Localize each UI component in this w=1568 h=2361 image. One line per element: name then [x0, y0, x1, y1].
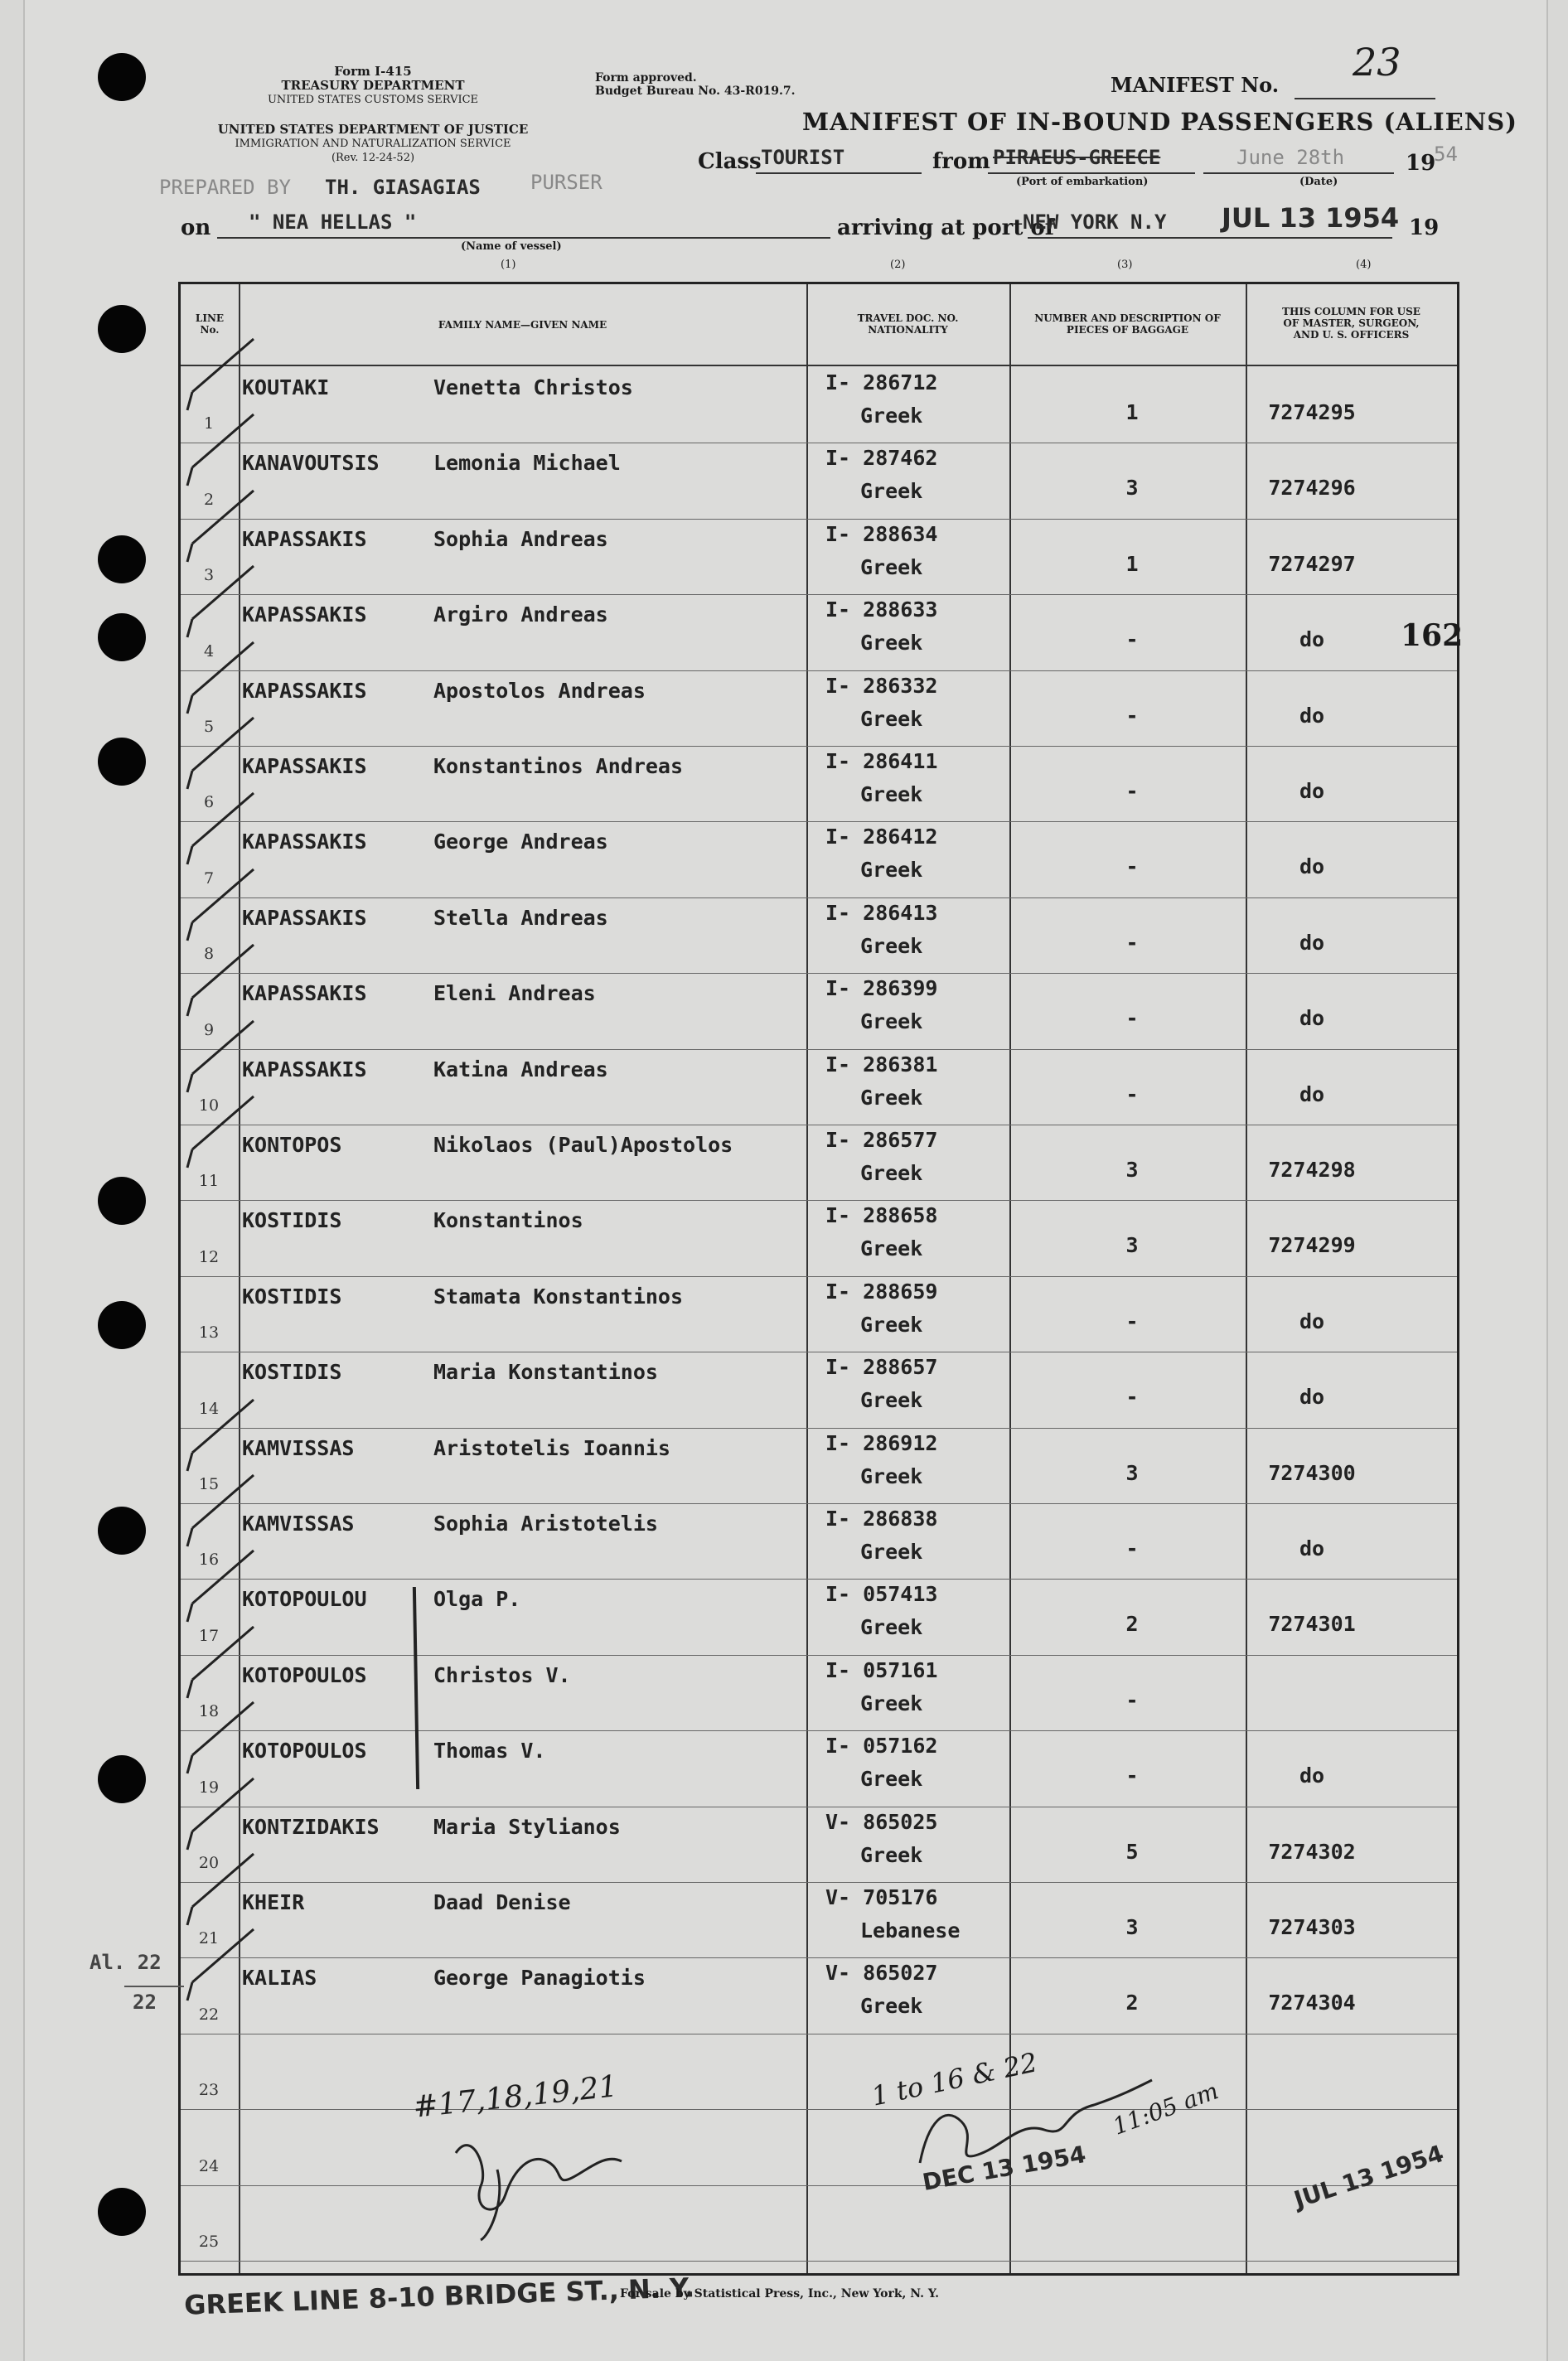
col-header-baggage-2: PIECES OF BAGGAGE — [1066, 324, 1189, 336]
family-name: KAPASSAKIS — [242, 602, 367, 627]
line-number: 12 — [198, 1247, 220, 1266]
justice-dept: UNITED STATES DEPARTMENT OF JUSTICE — [217, 122, 529, 137]
table-row — [181, 1125, 1457, 1201]
binder-hole — [98, 1755, 146, 1803]
line-number: 16 — [198, 1551, 220, 1570]
officer-number: 7274298 — [1268, 1158, 1356, 1182]
header-rule — [181, 365, 1457, 366]
given-name: Lemonia Michael — [433, 451, 621, 476]
check-mark-icon — [172, 561, 264, 644]
binder-hole — [98, 1177, 146, 1225]
table-row — [181, 821, 1457, 897]
year-prefix: 19 — [1406, 151, 1436, 176]
revision: (Rev. 12-24-52) — [331, 152, 415, 164]
family-name: KAPASSAKIS — [242, 1057, 367, 1081]
col-header-officers-3: AND U. S. OFFICERS — [1293, 329, 1410, 341]
table-row — [181, 670, 1457, 747]
nationality: Lebanese — [860, 1918, 961, 1943]
travel-doc-number: I- 286912 — [825, 1430, 938, 1455]
travel-doc-number: V- 705176 — [825, 1885, 938, 1909]
nationality: Greek — [860, 1161, 923, 1185]
date-sublabel: (Date) — [1299, 176, 1338, 188]
line-number: 10 — [198, 1096, 220, 1115]
binder-hole — [98, 738, 146, 786]
margin-al-note-2: 22 — [133, 1991, 157, 2014]
binder-hole — [98, 613, 146, 661]
table-row — [181, 1276, 1457, 1352]
check-mark-icon — [172, 864, 264, 947]
check-mark-icon — [172, 940, 264, 1023]
family-name: KAPASSAKIS — [242, 981, 367, 1006]
travel-doc-number: I- 286399 — [825, 976, 938, 1001]
line-number: 4 — [203, 641, 215, 660]
given-name: Stamata Konstantinos — [433, 1284, 684, 1309]
line-number: 24 — [198, 2156, 220, 2175]
vessel-name: " NEA HELLAS " — [249, 210, 417, 234]
nationality: Greek — [860, 554, 923, 579]
officer-number: do — [1299, 1006, 1325, 1031]
travel-doc-number: I- 288658 — [825, 1203, 938, 1228]
given-name: Thomas V. — [433, 1739, 546, 1763]
baggage-count: - — [1125, 854, 1139, 879]
table-row — [181, 443, 1457, 519]
col-header-travel-2: NATIONALITY — [868, 324, 948, 336]
officer-number: do — [1299, 627, 1325, 652]
form-header — [186, 65, 559, 107]
nationality: Greek — [860, 1842, 923, 1867]
col-header-officers-2: OF MASTER, SURGEON, — [1283, 317, 1420, 329]
date-rule — [1203, 172, 1394, 174]
nationality: Greek — [860, 1691, 923, 1715]
baggage-count: - — [1125, 1536, 1139, 1560]
officer-number: do — [1299, 1309, 1325, 1333]
family-name: KOTOPOULOS — [242, 1739, 367, 1763]
travel-doc-number: I- 286838 — [825, 1507, 938, 1531]
baggage-count: 3 — [1125, 1915, 1139, 1939]
printer-credit: For sale by Statistical Press, Inc., New York, N. Y. — [620, 2287, 939, 2301]
inspector-signature — [439, 2120, 655, 2244]
table-row — [181, 1049, 1457, 1125]
vessel-rule — [217, 237, 830, 239]
nationality: Greek — [860, 933, 923, 958]
family-name: KONTZIDAKIS — [242, 1814, 380, 1839]
manifest-number-label: MANIFEST No. — [1111, 73, 1280, 97]
ins-service: IMMIGRATION AND NATURALIZATION SERVICE — [235, 138, 511, 150]
nationality: Greek — [860, 1312, 923, 1337]
officer-number: do — [1299, 779, 1325, 803]
table-row — [181, 746, 1457, 822]
nationality: Greek — [860, 404, 923, 428]
col-num-3: (3) — [1117, 259, 1133, 271]
officer-number: 7274297 — [1268, 551, 1356, 576]
table-row — [181, 1200, 1457, 1276]
given-name: Maria Konstantinos — [433, 1360, 658, 1385]
baggage-count: - — [1125, 1763, 1139, 1788]
table-row — [181, 1503, 1457, 1580]
officer-number: do — [1299, 1385, 1325, 1410]
given-name: Eleni Andreas — [433, 981, 596, 1006]
arrival-year: 19 — [1409, 215, 1440, 240]
travel-doc-number: I- 286411 — [825, 749, 938, 773]
baggage-count: - — [1125, 1309, 1139, 1333]
nationality: Greek — [860, 1009, 923, 1034]
travel-doc-number: I- 288659 — [825, 1279, 938, 1304]
given-name: Stella Andreas — [433, 905, 608, 930]
nationality: Greek — [860, 1236, 923, 1261]
margin-al-note: Al. 22 — [90, 1951, 162, 1974]
vessel-sublabel: (Name of vessel) — [461, 240, 562, 253]
nationality: Greek — [860, 1085, 923, 1110]
family-name: KOSTIDIS — [242, 1208, 342, 1233]
officer-number: do — [1299, 1081, 1325, 1106]
officer-number: 7274299 — [1268, 1233, 1356, 1258]
table-row — [181, 1957, 1457, 2034]
nationality: Greek — [860, 631, 923, 656]
given-name: George Panagiotis — [433, 1966, 646, 1991]
check-mark-icon — [172, 637, 264, 720]
baggage-count: - — [1125, 1006, 1139, 1031]
binder-hole — [98, 305, 146, 353]
binder-hole — [98, 53, 146, 101]
officer-number: 7274296 — [1268, 476, 1356, 501]
baggage-count: 1 — [1125, 551, 1139, 576]
nationality: Greek — [860, 1767, 923, 1792]
col-header-travel-1: TRAVEL DOC. NO. — [857, 312, 959, 324]
nationality: Greek — [860, 1540, 923, 1564]
line-number: 13 — [198, 1323, 220, 1343]
nationality: Greek — [860, 1615, 923, 1640]
baggage-count: 1 — [1125, 400, 1139, 424]
travel-doc-number: I- 057162 — [825, 1734, 938, 1759]
officer-number: do — [1299, 930, 1325, 955]
col-header-officers — [1246, 306, 1457, 341]
year-suffix: 54 — [1434, 143, 1458, 166]
family-name: KALIAS — [242, 1966, 317, 1991]
table-row — [181, 1730, 1457, 1807]
line-number: 8 — [203, 945, 215, 964]
family-name: KOTOPOULOU — [242, 1587, 367, 1612]
manifest-title: MANIFEST OF IN-BOUND PASSENGERS (ALIENS) — [802, 108, 1517, 136]
given-name: Olga P. — [433, 1587, 521, 1612]
line-number: 2 — [203, 490, 215, 509]
port-sublabel: (Port of embarkation) — [1016, 176, 1149, 188]
col-num-2: (2) — [890, 259, 906, 271]
check-mark-icon — [172, 1470, 264, 1553]
given-name: Maria Stylianos — [433, 1814, 621, 1839]
table-row — [181, 1882, 1457, 1958]
line-number: 7 — [203, 868, 215, 888]
binder-hole — [98, 1301, 146, 1349]
col-num-4: (4) — [1356, 259, 1372, 271]
family-name: KAPASSAKIS — [242, 678, 367, 703]
from-rule — [988, 172, 1195, 174]
check-mark-icon — [172, 1773, 264, 1856]
check-mark-icon — [172, 1091, 264, 1174]
check-mark-icon — [172, 486, 264, 568]
manifest-number-rule — [1295, 98, 1435, 99]
given-name: Venetta Christos — [433, 375, 633, 399]
manifest-number: 23 — [1353, 40, 1401, 85]
handwritten-lines: #17,18,19,21 — [411, 2069, 620, 2125]
table-row — [181, 2034, 1457, 2110]
family-name: KOSTIDIS — [242, 1284, 342, 1309]
nationality: Greek — [860, 858, 923, 883]
given-name: George Andreas — [433, 830, 608, 854]
family-name: KAMVISSAS — [242, 1435, 355, 1460]
class-value: TOURIST — [761, 146, 845, 169]
form-number: Form I-415 — [334, 64, 412, 79]
dec-stamp: DEC 13 1954 — [920, 2140, 1088, 2197]
check-mark-icon — [172, 1546, 264, 1628]
handwritten-admitted: 1 to 16 & 22 — [869, 2046, 1040, 2112]
binder-hole — [98, 2188, 146, 2236]
baggage-count: 3 — [1125, 1233, 1139, 1258]
handwritten-time: 11:05 am — [1109, 2077, 1222, 2141]
binder-hole — [98, 535, 146, 583]
given-name: Sophia Aristotelis — [433, 1512, 658, 1536]
travel-doc-number: I- 286712 — [825, 370, 938, 394]
officer-number: 7274300 — [1268, 1460, 1356, 1485]
jul-stamp: JUL 13 1954 — [1290, 2139, 1447, 2214]
side-number: 162 — [1401, 618, 1464, 653]
given-name: Aristotelis Ioannis — [433, 1435, 670, 1460]
officer-number: 7274303 — [1268, 1915, 1356, 1939]
nationality: Greek — [860, 706, 923, 731]
given-name: Daad Denise — [433, 1890, 571, 1914]
given-name: Konstantinos — [433, 1208, 583, 1233]
class-rule — [756, 172, 922, 174]
given-name: Nikolaos (Paul)Apostolos — [433, 1133, 733, 1157]
table-row — [181, 2109, 1457, 2185]
baggage-count: - — [1125, 930, 1139, 955]
col-header-line — [181, 312, 239, 336]
check-mark-icon — [172, 1395, 264, 1478]
baggage-count: 3 — [1125, 1460, 1139, 1485]
baggage-count: - — [1125, 627, 1139, 652]
officer-number: 7274301 — [1268, 1612, 1356, 1637]
form-approval — [595, 71, 796, 98]
baggage-count: 3 — [1125, 476, 1139, 501]
nationality: Greek — [860, 1464, 923, 1488]
prepared-by-name: TH. GIASAGIAS — [325, 176, 481, 199]
arrival-port: NEW YORK N.Y — [1023, 210, 1167, 234]
table-row — [181, 1655, 1457, 1731]
line-number: 14 — [198, 1399, 220, 1418]
travel-doc-number: I- 286577 — [825, 1128, 938, 1152]
arrival-date-stamp: JUL 13 1954 — [1222, 202, 1400, 234]
given-name: Apostolos Andreas — [433, 678, 646, 703]
col-header-baggage-1: NUMBER AND DESCRIPTION OF — [1034, 312, 1221, 324]
binder-hole — [98, 1507, 146, 1555]
baggage-count: 2 — [1125, 1612, 1139, 1637]
check-mark-icon — [172, 713, 264, 796]
baggage-count: - — [1125, 779, 1139, 803]
shipping-line-stamp: GREEK LINE 8-10 BRIDGE ST., N. Y. — [183, 2271, 695, 2321]
col-header-line-2: No. — [200, 324, 220, 336]
check-mark-icon — [172, 1622, 264, 1705]
line-number: 25 — [198, 2232, 220, 2251]
check-mark-icon — [172, 334, 264, 417]
line-number: 6 — [203, 793, 215, 812]
col-header-travel — [806, 312, 1009, 336]
table-row — [181, 1428, 1457, 1504]
travel-doc-number: I- 288633 — [825, 598, 938, 622]
check-mark-icon — [172, 1924, 264, 2007]
line-number: 22 — [198, 2005, 220, 2024]
travel-doc-number: V- 865027 — [825, 1961, 938, 1986]
officer-number: 7274304 — [1268, 1991, 1356, 2015]
table-row — [181, 2185, 1457, 2262]
departure-date: June 28th — [1236, 146, 1345, 169]
line-number: 23 — [198, 2081, 220, 2100]
family-name: KAPASSAKIS — [242, 526, 367, 551]
travel-doc-number: V- 865025 — [825, 1809, 938, 1834]
nationality: Greek — [860, 1388, 923, 1413]
table-row — [181, 1579, 1457, 1655]
arrival-rule — [1028, 237, 1392, 239]
given-name: Argiro Andreas — [433, 602, 608, 627]
line-number: 19 — [198, 1778, 220, 1797]
check-mark-icon — [172, 1697, 264, 1780]
baggage-count: - — [1125, 1687, 1139, 1712]
line-number: 9 — [203, 1020, 215, 1039]
given-name: Sophia Andreas — [433, 526, 608, 551]
embarkation-port: PIRAEUS-GREECE — [993, 146, 1161, 169]
margin-al-rule — [124, 1986, 184, 1987]
travel-doc-number: I- 287462 — [825, 446, 938, 471]
on-label: on — [181, 215, 211, 240]
passenger-table — [178, 282, 1459, 2276]
col-header-baggage — [1009, 312, 1246, 336]
line-number: 18 — [198, 1702, 220, 1721]
family-name: KAMVISSAS — [242, 1512, 355, 1536]
baggage-count: - — [1125, 1081, 1139, 1106]
check-mark-icon — [172, 788, 264, 871]
check-mark-icon — [172, 1016, 264, 1099]
travel-doc-number: I- 286332 — [825, 673, 938, 698]
family-name: KAPASSAKIS — [242, 830, 367, 854]
justice-header — [186, 123, 559, 165]
travel-doc-number: I- 057413 — [825, 1582, 938, 1607]
line-number: 17 — [198, 1626, 220, 1645]
table-row — [181, 973, 1457, 1049]
given-name: Konstantinos Andreas — [433, 754, 684, 778]
travel-doc-number: I- 288634 — [825, 521, 938, 546]
given-name: Katina Andreas — [433, 1057, 608, 1081]
baggage-count: - — [1125, 1385, 1139, 1410]
officer-number: 7274302 — [1268, 1839, 1356, 1864]
table-row — [181, 1352, 1457, 1428]
travel-doc-number: I- 288657 — [825, 1355, 938, 1380]
officer-number: do — [1299, 854, 1325, 879]
col-header-line-1: LINE — [195, 312, 225, 324]
nationality: Greek — [860, 479, 923, 504]
line-number: 15 — [198, 1474, 220, 1493]
family-name: KHEIR — [242, 1890, 305, 1914]
check-mark-icon — [172, 409, 264, 492]
family-name: KOUTAKI — [242, 375, 330, 399]
family-name: KAPASSAKIS — [242, 905, 367, 930]
line-number: 21 — [198, 1929, 220, 1948]
service: UNITED STATES CUSTOMS SERVICE — [267, 94, 479, 106]
line-number: 3 — [203, 566, 215, 585]
line-number: 11 — [198, 1172, 220, 1191]
baggage-count: 3 — [1125, 1158, 1139, 1182]
budget-bureau-line: Budget Bureau No. 43-R019.7. — [595, 85, 796, 98]
table-row — [181, 367, 1457, 443]
officer-number: do — [1299, 1536, 1325, 1560]
travel-doc-number: I- 286412 — [825, 825, 938, 849]
officer-number: 7274295 — [1268, 400, 1356, 424]
baggage-count: 5 — [1125, 1839, 1139, 1864]
class-label: Class — [698, 149, 762, 174]
family-name: KONTOPOS — [242, 1133, 342, 1157]
baggage-count: - — [1125, 703, 1139, 728]
check-mark-icon — [172, 1849, 264, 1932]
approval-line: Form approved. — [595, 71, 697, 85]
family-name: KOTOPOULOS — [242, 1662, 367, 1687]
prepared-by-role: PURSER — [530, 171, 603, 194]
table-row — [181, 594, 1457, 670]
arriving-label: arriving at port of — [837, 215, 1054, 240]
given-name: Christos V. — [433, 1662, 571, 1687]
officer-number: do — [1299, 1763, 1325, 1788]
line-number: 20 — [198, 1853, 220, 1872]
department: TREASURY DEPARTMENT — [281, 78, 465, 93]
line-number: 5 — [203, 717, 215, 736]
table-row — [181, 1807, 1457, 1883]
table-row — [181, 897, 1457, 974]
col-header-officers-1: THIS COLUMN FOR USE — [1282, 306, 1420, 317]
nationality: Greek — [860, 782, 923, 806]
officer-number: do — [1299, 703, 1325, 728]
table-row — [181, 519, 1457, 595]
prepared-by-label: PREPARED BY — [159, 176, 291, 199]
family-name: KAPASSAKIS — [242, 754, 367, 778]
col-header-name: FAMILY NAME—GIVEN NAME — [438, 319, 607, 331]
baggage-count: 2 — [1125, 1991, 1139, 2015]
travel-doc-number: I- 057161 — [825, 1657, 938, 1682]
line-number: 1 — [203, 414, 215, 433]
travel-doc-number: I- 286381 — [825, 1052, 938, 1076]
family-name: KANAVOUTSIS — [242, 451, 380, 476]
col-num-1: (1) — [501, 259, 516, 271]
nationality: Greek — [860, 1994, 923, 2019]
family-name: KOSTIDIS — [242, 1360, 342, 1385]
travel-doc-number: I- 286413 — [825, 900, 938, 925]
from-label: from — [932, 149, 990, 174]
